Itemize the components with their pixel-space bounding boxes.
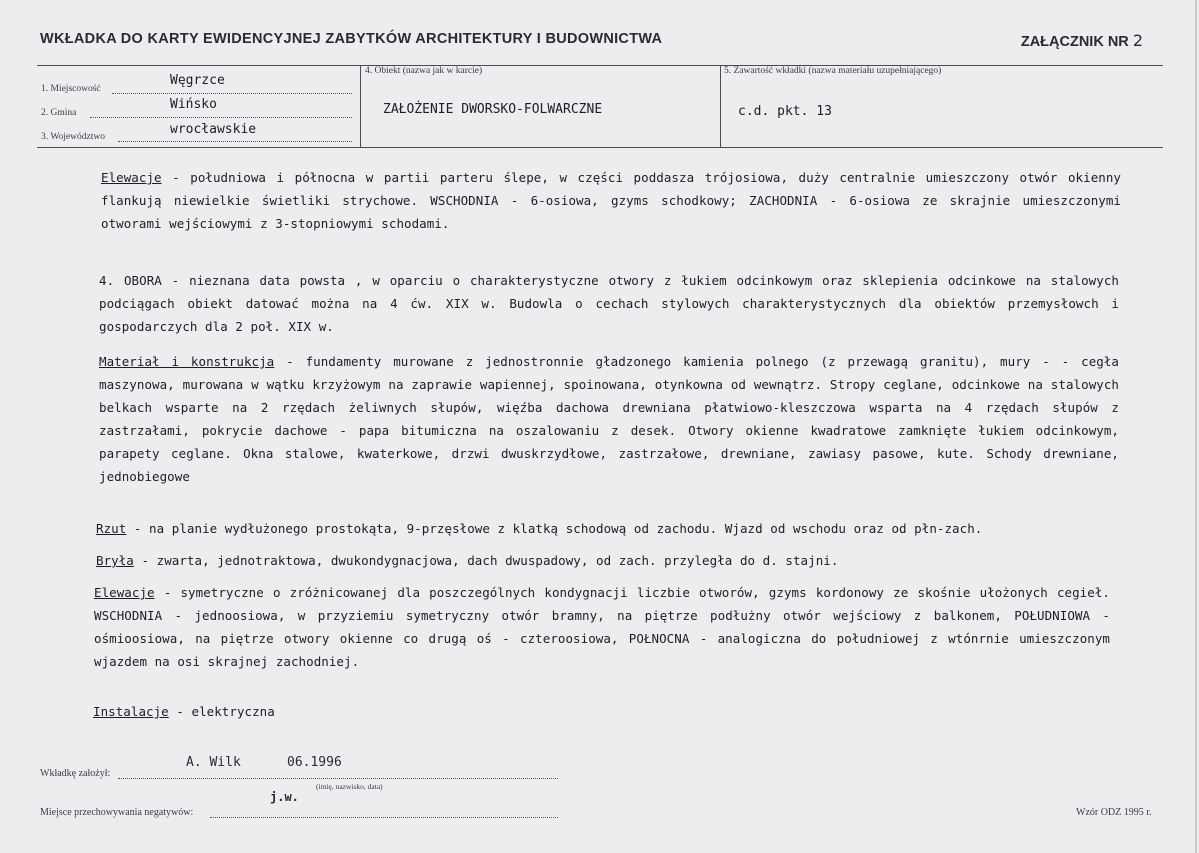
field-label-zawartosc: 5. Zawartość wkładki (nazwa materiału uzupełniającego): [724, 66, 942, 76]
name-hint: (imię, nazwisko, data): [316, 782, 383, 791]
table-bottom-rule: [37, 147, 1163, 148]
field-value-gmina: Wińsko: [170, 97, 217, 112]
paragraph-text: - elektryczna: [168, 704, 275, 719]
table-divider-1: [360, 65, 361, 148]
paragraph-heading: Elewacje: [101, 170, 162, 185]
scan-edge: [1195, 0, 1197, 853]
paragraph-text: - zwarta, jednotraktowa, dwukondygnacjowa, dach dwuspadowy, od zach. przyległa do d. stajni.: [133, 553, 839, 568]
author-name: A. Wilk: [186, 755, 241, 770]
annex-label-text: ZAŁĄCZNIK NR: [1020, 34, 1129, 50]
field-label-obiekt: 4. Obiekt (nazwa jak w karcie): [365, 66, 483, 76]
paragraph-material: [99, 350, 1119, 488]
form-id: Wzór ODZ 1995 r.: [1076, 807, 1152, 818]
paragraph-text: - na planie wydłużonego prostokąta, 9-przęsłowe z klatką schodową od zachodu. Wjazd od wschodu oraz od płn-zach.: [126, 521, 983, 536]
paragraph-bryla: [96, 549, 1116, 572]
field-label-miejscowosc: 1. Miejscowość: [41, 84, 101, 94]
table-divider-2: [720, 65, 721, 148]
annex-number: 2: [1132, 31, 1143, 50]
field-value-miejscowosc: Węgrzce: [170, 73, 225, 88]
paragraph-elewacje-stable: [101, 166, 1121, 235]
negatives-label: Miejsce przechowywania negatywów:: [40, 807, 194, 818]
field-value-obiekt: ZAŁOŻENIE DWORSKO-FOLWARCZNE: [383, 102, 603, 117]
entry-date: 06.1996: [287, 755, 342, 770]
field-value-zawartosc: c.d. pkt. 13: [738, 104, 832, 119]
zalozyl-line: [118, 778, 558, 779]
paragraph-heading: Materiał i konstrukcja: [99, 354, 275, 369]
field-value-wojewodztwo: wrocławskie: [170, 122, 257, 137]
paragraph-rzut: [96, 517, 1116, 540]
paragraph-heading: Rzut: [96, 521, 127, 536]
paragraph-text: - południowa i północna w partii parteru ślepe, w części poddasza trójosiowa, duży centralnie umieszczony otwór okienny flankują niewielkie świetliki strychowe. WSCHODNIA - 6-osiowa, gzyms schodkowy; ZACHODNIA - 6-osiowa ze skrajnie umieszczonymi otworami wejściowymi z 3-stopniowymi schodami.: [101, 170, 1121, 231]
field-line-miejscowosc: [112, 93, 352, 94]
paragraph-heading: Bryła: [96, 553, 134, 568]
negatives-line: [210, 817, 558, 818]
paragraph-heading: Instalacje: [93, 704, 169, 719]
field-label-wojewodztwo: 3. Województwo: [41, 132, 105, 142]
zalozyl-label: Wkładkę założył:: [40, 768, 111, 779]
paragraph-text: - fundamenty murowane z jednostronnie gładzonego kamienia polnego (z przewagą granitu), mury - - cegła maszynowa, murowana w wątku krzyżowym na zaprawie wapiennej, spoinowana, otynkowna od wewnątrz. Stropy ceglane, odcinkowe na stalowych belkach wsparte na 2 rzędach żeliwnych słupów, więźba dachowa drewniana płatwiowo-kleszczowa wsparta na 4 rzędach słupów z zastrzałami, pokrycie dachowe - papa bitumiczna na oszalowaniu z desek. Otwory okienne kwadratowe zamknięte łukiem odcinkowym, parapety ceglane. Okna stalowe, kwaterkowe, drzwi dwuskrzydłowe, zastrzałowe, drewniane, zawiasy pasowe, kute. Schody drewniane, jednobiegowe: [99, 354, 1119, 484]
paragraph-elewacje-obora: [94, 581, 1110, 673]
field-line-gmina: [90, 117, 352, 118]
paragraph-instalacje: [93, 700, 1113, 723]
form-title: WKŁADKA DO KARTY EWIDENCYJNEJ ZABYTKÓW ARCHITEKTURY I BUDOWNICTWA: [40, 31, 663, 47]
annex-label: [1021, 31, 1143, 50]
paragraph-obora: [99, 269, 1119, 338]
paragraph-text: - symetryczne o zróżnicowanej dla poszczególnych kondygnacji liczbie otworów, gzyms kordonowy ze skośnie ułożonych cegieł. WSCHODNIA - jednoosiowa, w przyziemiu symetryczny otwór bramny, na piętrze podłużny otwór wejściowy z balkonem, POŁUDNIOWA - ośmioosiowa, na piętrze otwory okienne co drugą oś - czteroosiowa, POŁNOCNA - analogiczna do południowej z wtónrnie umieszczonym wjazdem na osi skrajnej zachodniej.: [94, 585, 1110, 669]
negatives-initials: j.w.: [270, 790, 299, 804]
field-line-wojewodztwo: [118, 141, 352, 142]
paragraph-text: 4. OBORA - nieznana data powsta , w oparciu o charakterystyczne otwory z łukiem odcinkowym oraz sklepienia odcinkowe na stalowych podciągach obiekt datować można na 4 ćw. XIX w. Budowla o cechach stylowych charakterystycznych dla obiektów przemysłowch i gospodarczych dla 2 poł. XIX w.: [99, 273, 1119, 334]
field-label-gmina: 2. Gmina: [41, 108, 77, 118]
paragraph-heading: Elewacje: [94, 585, 155, 600]
table-top-rule: [37, 65, 1163, 66]
